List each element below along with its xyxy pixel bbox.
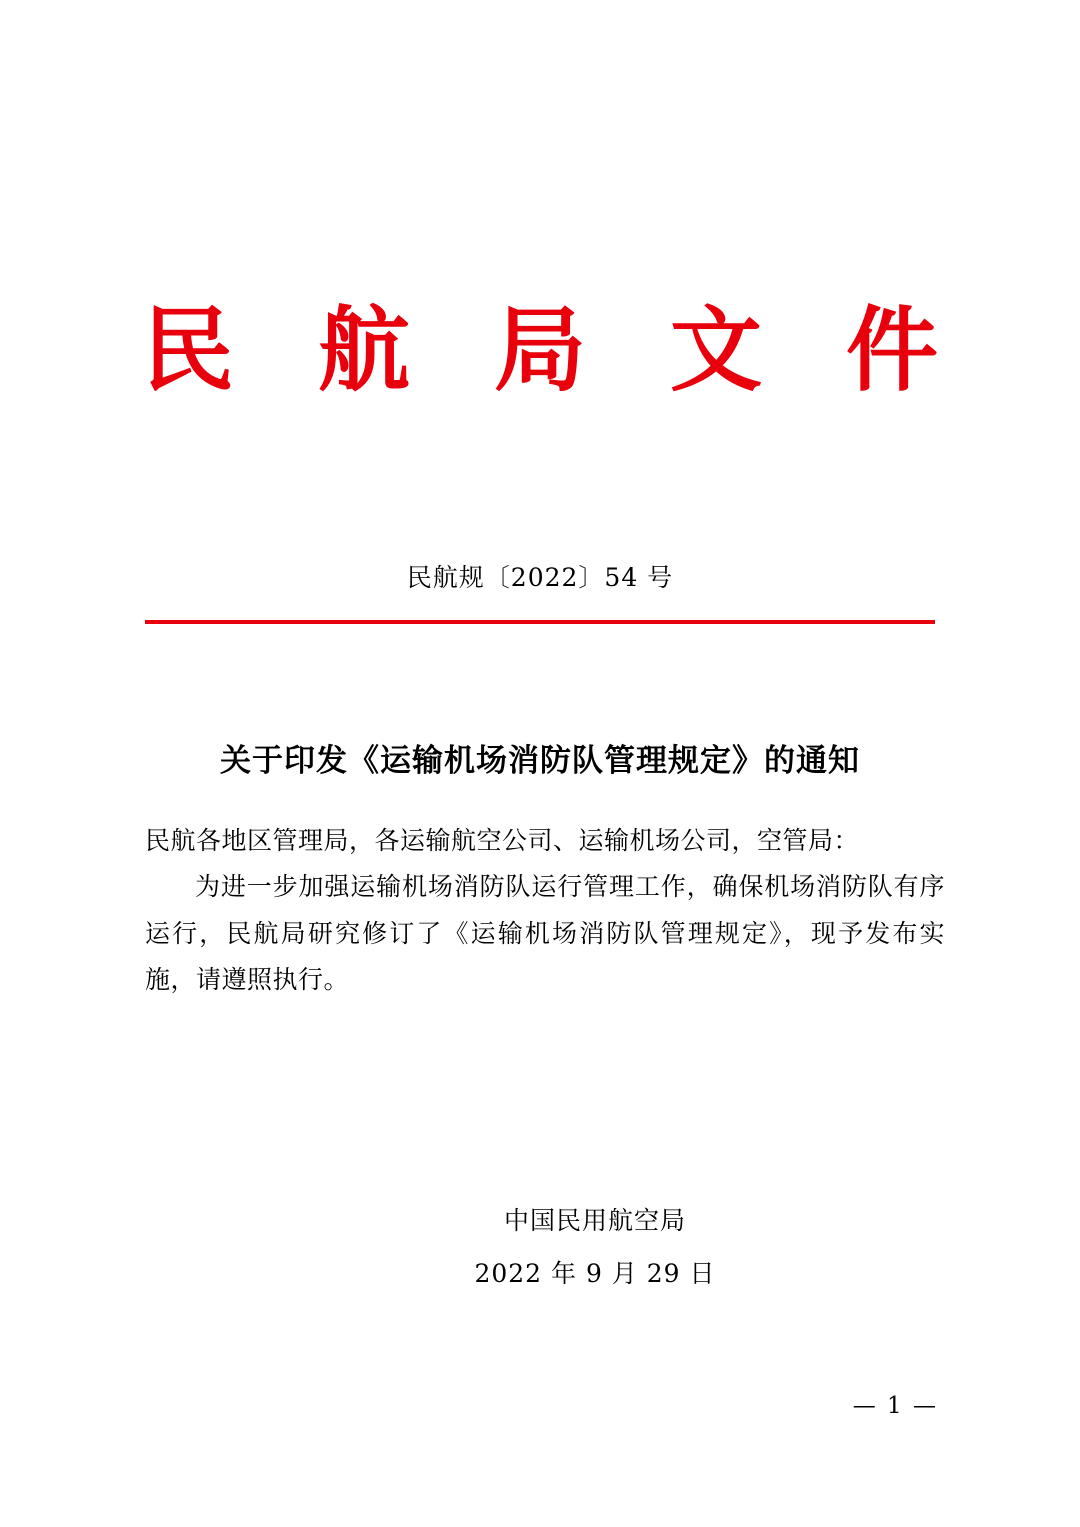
document-number: 民航规〔2022〕54 号 xyxy=(406,563,674,592)
issuer-name: 中国民用航空局 xyxy=(503,1206,686,1235)
red-divider-rule xyxy=(145,620,935,624)
masthead-title: 民 航 局 文 件 xyxy=(141,296,965,404)
signature-block xyxy=(0,1195,1080,1300)
page-title: 关于印发《运输机场消防队管理规定》的通知 xyxy=(220,743,860,779)
body-paragraph: 为进一步加强运输机场消防队运行管理工作，确保机场消防队有序运行，民航局研究修订了《运输机场消防队管理规定》，现予发布实施，请遵照执行。 xyxy=(145,872,945,994)
document-body xyxy=(145,818,945,1003)
salutation-line: 民航各地区管理局，各运输航空公司、运输机场公司，空管局： xyxy=(145,826,860,855)
page-number: — 1 — xyxy=(852,1393,938,1419)
issue-date: 2022 年 9 月 29 日 xyxy=(474,1258,716,1288)
